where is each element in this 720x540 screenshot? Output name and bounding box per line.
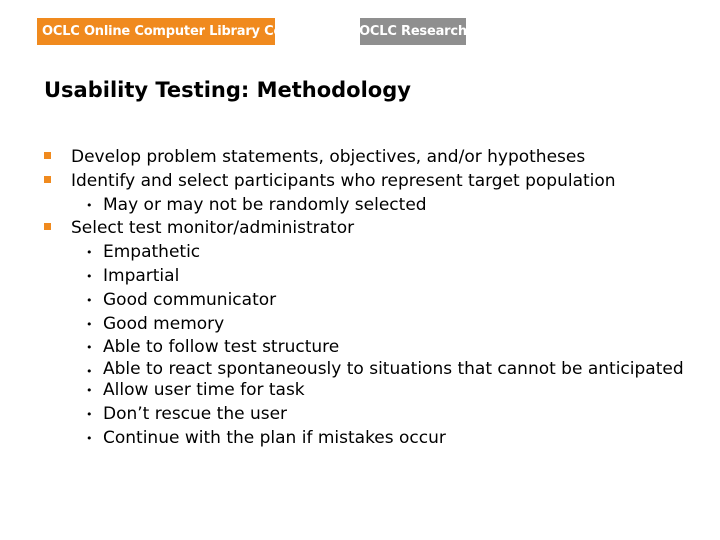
sub-bullet-item xyxy=(44,313,684,337)
sub-bullet-item xyxy=(44,379,684,403)
square-bullet-icon xyxy=(44,223,51,230)
dot-bullet-icon: • xyxy=(86,317,93,331)
oclc-logo-text: OCLC Online Computer Library Center xyxy=(42,24,312,39)
bullet-item xyxy=(44,217,684,241)
sub-bullet-text: Impartial xyxy=(103,265,180,286)
slide-title: Usability Testing: Methodology xyxy=(44,78,411,102)
sub-bullet-text: Able to react spontaneously to situations that cannot be anticipated xyxy=(103,359,684,380)
square-bullet-icon xyxy=(44,152,51,159)
bullet-item xyxy=(44,170,684,194)
dot-bullet-icon: • xyxy=(86,341,93,355)
dot-bullet-icon: • xyxy=(86,384,93,398)
sub-bullet-text: May or may not be randomly selected xyxy=(103,194,427,215)
sub-bullet-item xyxy=(44,403,684,427)
dot-bullet-icon: • xyxy=(86,293,93,307)
oclc-logo xyxy=(37,18,312,45)
bullet-text: Develop problem statements, objectives, and/or hypotheses xyxy=(71,147,586,167)
sub-bullet-item xyxy=(44,265,684,289)
sub-bullet-text: Good memory xyxy=(103,313,225,334)
sub-bullet-item xyxy=(44,336,684,360)
square-bullet-icon xyxy=(44,176,51,183)
sub-bullet-text: Good communicator xyxy=(103,289,277,310)
oclc-research-logo-text: OCLC Research xyxy=(359,24,467,39)
dot-bullet-icon: • xyxy=(86,198,93,212)
bullet-list xyxy=(44,146,684,451)
bullet-text: Select test monitor/administrator xyxy=(71,218,355,239)
sub-bullet-text: Empathetic xyxy=(103,242,201,263)
dot-bullet-icon: • xyxy=(86,365,93,379)
sub-bullet-text: Don’t rescue the user xyxy=(103,403,288,424)
oclc-research-logo xyxy=(360,18,466,45)
sub-bullet-item xyxy=(44,241,684,265)
bullet-item xyxy=(44,146,684,170)
sub-bullet-text: Allow user time for task xyxy=(103,380,305,401)
sub-bullet-item xyxy=(44,427,684,451)
dot-bullet-icon: • xyxy=(86,246,93,260)
sub-bullet-item xyxy=(44,289,684,313)
dot-bullet-icon: • xyxy=(86,407,93,421)
sub-bullet-item xyxy=(44,194,684,218)
sub-bullet-text: Able to follow test structure xyxy=(103,337,340,358)
sub-bullet-item xyxy=(44,360,684,379)
dot-bullet-icon: • xyxy=(86,431,93,445)
dot-bullet-icon: • xyxy=(86,269,93,283)
sub-bullet-text: Continue with the plan if mistakes occur xyxy=(103,427,446,448)
bullet-text: Identify and select participants who represent target population xyxy=(71,170,616,191)
